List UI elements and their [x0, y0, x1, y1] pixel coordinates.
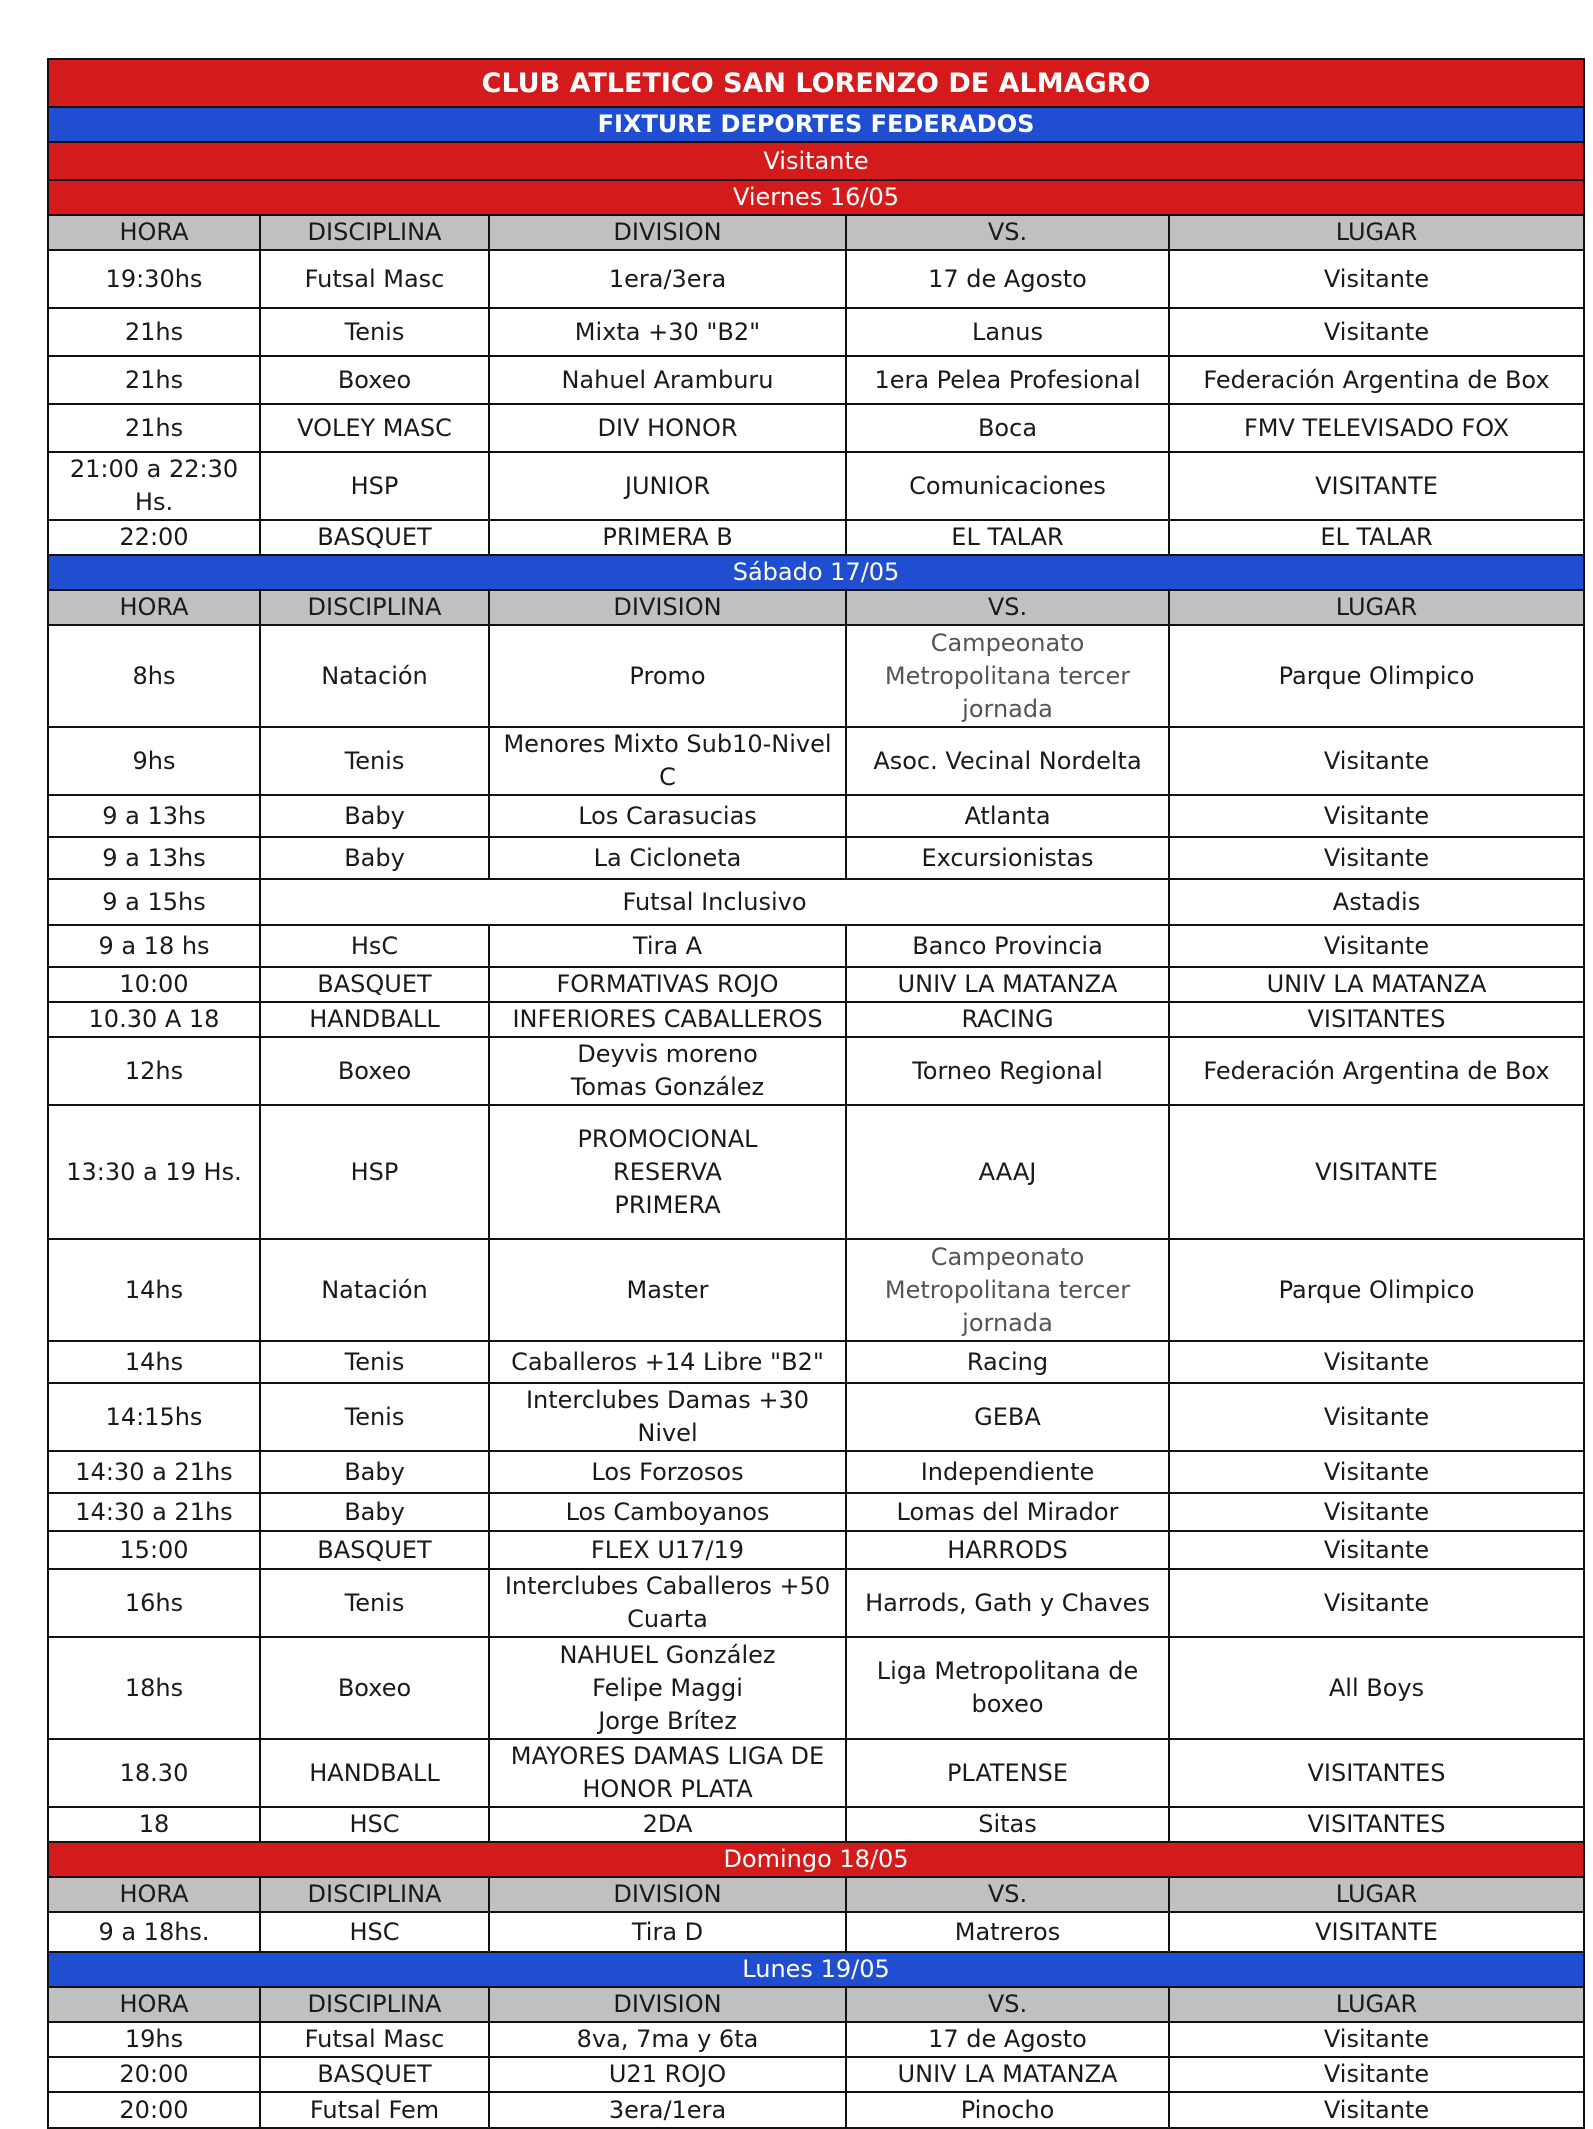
- table-row: [48, 1739, 1584, 1807]
- cell-disciplina: Baby: [260, 1493, 489, 1531]
- cell-vs: Lomas del Mirador: [846, 1493, 1169, 1531]
- cell-lugar: Visitante: [1169, 250, 1584, 308]
- table-row: [48, 520, 1584, 555]
- cell-hora: 9hs: [48, 727, 260, 795]
- cell-lugar: Visitante: [1169, 795, 1584, 837]
- cell-disciplina: BASQUET: [260, 2057, 489, 2092]
- club-title: CLUB ATLETICO SAN LORENZO DE ALMAGRO: [48, 59, 1584, 107]
- cell-vs: Sitas: [846, 1807, 1169, 1842]
- cell-hora: 21hs: [48, 356, 260, 404]
- cell-disciplina: HSP: [260, 1105, 489, 1239]
- column-header-hora: HORA: [48, 1877, 260, 1912]
- cell-division: DIV HONOR: [489, 404, 846, 452]
- cell-lugar: UNIV LA MATANZA: [1169, 967, 1584, 1002]
- column-header-vs: VS.: [846, 1987, 1169, 2022]
- day-banner-row: [48, 1842, 1584, 1877]
- cell-vs: Torneo Regional: [846, 1037, 1169, 1105]
- cell-hora: 10.30 A 18: [48, 1002, 260, 1037]
- table-row: [48, 1037, 1584, 1105]
- table-row: [48, 1912, 1584, 1952]
- cell-division: INFERIORES CABALLEROS: [489, 1002, 846, 1037]
- table-row: [48, 925, 1584, 967]
- cell-disciplina: HsC: [260, 925, 489, 967]
- cell-division: Los Forzosos: [489, 1451, 846, 1493]
- table-row: [48, 308, 1584, 356]
- table-row: [48, 2092, 1584, 2128]
- cell-vs: AAAJ: [846, 1105, 1169, 1239]
- fixture-table: [47, 58, 1585, 2129]
- column-header-disciplina: DISCIPLINA: [260, 590, 489, 625]
- cell-vs: Harrods, Gath y Chaves: [846, 1569, 1169, 1637]
- fixture-title-row: [48, 107, 1584, 142]
- cell-hora: 22:00: [48, 520, 260, 555]
- cell-lugar: Visitante: [1169, 308, 1584, 356]
- table-row: [48, 625, 1584, 727]
- cell-vs: Independiente: [846, 1451, 1169, 1493]
- cell-division: Mixta +30 "B2": [489, 308, 846, 356]
- cell-disciplina: Tenis: [260, 1383, 489, 1451]
- cell-vs: Lanus: [846, 308, 1169, 356]
- cell-lugar: Visitante: [1169, 2022, 1584, 2057]
- fixture-title: FIXTURE DEPORTES FEDERADOS: [48, 107, 1584, 142]
- cell-lugar: All Boys: [1169, 1637, 1584, 1739]
- table-row: [48, 879, 1584, 925]
- column-header-vs: VS.: [846, 1877, 1169, 1912]
- table-row: [48, 1239, 1584, 1341]
- cell-division: 1era/3era: [489, 250, 846, 308]
- day-label: Domingo 18/05: [48, 1842, 1584, 1877]
- cell-hora: 15:00: [48, 1531, 260, 1569]
- cell-hora: 19:30hs: [48, 250, 260, 308]
- column-header-hora: HORA: [48, 590, 260, 625]
- table-row: [48, 1002, 1584, 1037]
- cell-lugar: Visitante: [1169, 1383, 1584, 1451]
- column-header-division: DIVISION: [489, 590, 846, 625]
- cell-disciplina: Boxeo: [260, 356, 489, 404]
- cell-hora: 9 a 13hs: [48, 837, 260, 879]
- cell-vs: Excursionistas: [846, 837, 1169, 879]
- cell-hora: 14hs: [48, 1341, 260, 1383]
- cell-disciplina: Tenis: [260, 1341, 489, 1383]
- column-header-hora: HORA: [48, 215, 260, 250]
- cell-lugar: Visitante: [1169, 2092, 1584, 2128]
- cell-disciplina: Tenis: [260, 1569, 489, 1637]
- cell-disciplina: HANDBALL: [260, 1002, 489, 1037]
- cell-vs: HARRODS: [846, 1531, 1169, 1569]
- cell-lugar: Federación Argentina de Box: [1169, 1037, 1584, 1105]
- cell-division: PROMOCIONAL RESERVA PRIMERA: [489, 1105, 846, 1239]
- day-label: Lunes 19/05: [48, 1952, 1584, 1987]
- cell-hora: 12hs: [48, 1037, 260, 1105]
- cell-lugar: FMV TELEVISADO FOX: [1169, 404, 1584, 452]
- cell-hora: 14:30 a 21hs: [48, 1493, 260, 1531]
- cell-division: Menores Mixto Sub10-Nivel C: [489, 727, 846, 795]
- column-header-disciplina: DISCIPLINA: [260, 215, 489, 250]
- table-row: [48, 1341, 1584, 1383]
- cell-merged: Futsal Inclusivo: [260, 879, 1169, 925]
- cell-disciplina: Tenis: [260, 308, 489, 356]
- cell-hora: 21hs: [48, 404, 260, 452]
- cell-disciplina: HSC: [260, 1807, 489, 1842]
- cell-lugar: Astadis: [1169, 879, 1584, 925]
- cell-lugar: Visitante: [1169, 2057, 1584, 2092]
- cell-disciplina: Futsal Fem: [260, 2092, 489, 2128]
- cell-hora: 10:00: [48, 967, 260, 1002]
- table-row: [48, 404, 1584, 452]
- column-header-lugar: LUGAR: [1169, 590, 1584, 625]
- cell-lugar: Parque Olimpico: [1169, 1239, 1584, 1341]
- cell-hora: 19hs: [48, 2022, 260, 2057]
- cell-lugar: VISITANTES: [1169, 1739, 1584, 1807]
- cell-division: Promo: [489, 625, 846, 727]
- cell-disciplina: HSP: [260, 452, 489, 520]
- cell-disciplina: Baby: [260, 837, 489, 879]
- cell-hora: 9 a 18hs.: [48, 1912, 260, 1952]
- cell-hora: 9 a 13hs: [48, 795, 260, 837]
- cell-hora: 9 a 15hs: [48, 879, 260, 925]
- cell-vs: Campeonato Metropolitana tercer jornada: [846, 625, 1169, 727]
- cell-hora: 18.30: [48, 1739, 260, 1807]
- cell-division: PRIMERA B: [489, 520, 846, 555]
- cell-vs: Racing: [846, 1341, 1169, 1383]
- column-header-vs: VS.: [846, 590, 1169, 625]
- cell-disciplina: HSC: [260, 1912, 489, 1952]
- cell-vs: Atlanta: [846, 795, 1169, 837]
- table-row: [48, 250, 1584, 308]
- cell-vs: 1era Pelea Profesional: [846, 356, 1169, 404]
- day-label: Sábado 17/05: [48, 555, 1584, 590]
- cell-hora: 13:30 a 19 Hs.: [48, 1105, 260, 1239]
- cell-vs: 17 de Agosto: [846, 2022, 1169, 2057]
- table-row: [48, 1105, 1584, 1239]
- cell-hora: 16hs: [48, 1569, 260, 1637]
- column-header-hora: HORA: [48, 1987, 260, 2022]
- table-row: [48, 837, 1584, 879]
- table-row: [48, 1637, 1584, 1739]
- cell-division: 2DA: [489, 1807, 846, 1842]
- cell-disciplina: Boxeo: [260, 1037, 489, 1105]
- cell-hora: 21hs: [48, 308, 260, 356]
- cell-division: Tira D: [489, 1912, 846, 1952]
- cell-lugar: Parque Olimpico: [1169, 625, 1584, 727]
- cell-disciplina: Futsal Masc: [260, 2022, 489, 2057]
- table-row: [48, 727, 1584, 795]
- cell-disciplina: Baby: [260, 795, 489, 837]
- cell-division: FLEX U17/19: [489, 1531, 846, 1569]
- cell-division: Master: [489, 1239, 846, 1341]
- cell-disciplina: Baby: [260, 1451, 489, 1493]
- cell-vs: Banco Provincia: [846, 925, 1169, 967]
- club-title-row: [48, 59, 1584, 107]
- cell-vs: RACING: [846, 1002, 1169, 1037]
- cell-disciplina: BASQUET: [260, 1531, 489, 1569]
- cell-disciplina: Tenis: [260, 727, 489, 795]
- cell-vs: Liga Metropolitana de boxeo: [846, 1637, 1169, 1739]
- table-row: [48, 1493, 1584, 1531]
- cell-vs: GEBA: [846, 1383, 1169, 1451]
- cell-vs: Campeonato Metropolitana tercer jornada: [846, 1239, 1169, 1341]
- cell-division: U21 ROJO: [489, 2057, 846, 2092]
- column-header-lugar: LUGAR: [1169, 1877, 1584, 1912]
- cell-disciplina: Futsal Masc: [260, 250, 489, 308]
- cell-lugar: Visitante: [1169, 1569, 1584, 1637]
- cell-division: 3era/1era: [489, 2092, 846, 2128]
- day-banner-row: [48, 1952, 1584, 1987]
- cell-vs: UNIV LA MATANZA: [846, 967, 1169, 1002]
- cell-hora: 18: [48, 1807, 260, 1842]
- cell-vs: Pinocho: [846, 2092, 1169, 2128]
- scope-row: [48, 142, 1584, 180]
- column-header-division: DIVISION: [489, 215, 846, 250]
- fixture-document: [47, 58, 1583, 2129]
- cell-division: MAYORES DAMAS LIGA DE HONOR PLATA: [489, 1739, 846, 1807]
- column-header-disciplina: DISCIPLINA: [260, 1877, 489, 1912]
- cell-division: 8va, 7ma y 6ta: [489, 2022, 846, 2057]
- cell-division: JUNIOR: [489, 452, 846, 520]
- cell-division: Deyvis moreno Tomas González: [489, 1037, 846, 1105]
- cell-division: Nahuel Aramburu: [489, 356, 846, 404]
- cell-hora: 14:30 a 21hs: [48, 1451, 260, 1493]
- cell-division: La Cicloneta: [489, 837, 846, 879]
- cell-vs: Asoc. Vecinal Nordelta: [846, 727, 1169, 795]
- table-row: [48, 2057, 1584, 2092]
- cell-lugar: Visitante: [1169, 925, 1584, 967]
- cell-lugar: Visitante: [1169, 1341, 1584, 1383]
- column-header-row: [48, 1877, 1584, 1912]
- table-row: [48, 1383, 1584, 1451]
- column-header-vs: VS.: [846, 215, 1169, 250]
- cell-lugar: Visitante: [1169, 1451, 1584, 1493]
- cell-lugar: VISITANTES: [1169, 1807, 1584, 1842]
- cell-hora: 9 a 18 hs: [48, 925, 260, 967]
- day-banner-row: [48, 180, 1584, 215]
- cell-vs: Boca: [846, 404, 1169, 452]
- day-banner-row: [48, 555, 1584, 590]
- cell-vs: Comunicaciones: [846, 452, 1169, 520]
- column-header-division: DIVISION: [489, 1877, 846, 1912]
- cell-disciplina: HANDBALL: [260, 1739, 489, 1807]
- cell-disciplina: Boxeo: [260, 1637, 489, 1739]
- cell-hora: 21:00 a 22:30 Hs.: [48, 452, 260, 520]
- cell-vs: EL TALAR: [846, 520, 1169, 555]
- table-row: [48, 967, 1584, 1002]
- column-header-division: DIVISION: [489, 1987, 846, 2022]
- cell-vs: UNIV LA MATANZA: [846, 2057, 1169, 2092]
- cell-lugar: VISITANTE: [1169, 1912, 1584, 1952]
- cell-hora: 18hs: [48, 1637, 260, 1739]
- cell-division: FORMATIVAS ROJO: [489, 967, 846, 1002]
- column-header-lugar: LUGAR: [1169, 1987, 1584, 2022]
- cell-vs: PLATENSE: [846, 1739, 1169, 1807]
- table-row: [48, 795, 1584, 837]
- cell-lugar: Visitante: [1169, 837, 1584, 879]
- cell-lugar: VISITANTE: [1169, 1105, 1584, 1239]
- column-header-row: [48, 215, 1584, 250]
- cell-lugar: Visitante: [1169, 1531, 1584, 1569]
- day-label: Viernes 16/05: [48, 180, 1584, 215]
- cell-vs: 17 de Agosto: [846, 250, 1169, 308]
- cell-hora: 20:00: [48, 2092, 260, 2128]
- cell-hora: 20:00: [48, 2057, 260, 2092]
- cell-disciplina: VOLEY MASC: [260, 404, 489, 452]
- table-row: [48, 1807, 1584, 1842]
- cell-hora: 14hs: [48, 1239, 260, 1341]
- cell-lugar: Federación Argentina de Box: [1169, 356, 1584, 404]
- scope-label: Visitante: [48, 142, 1584, 180]
- table-row: [48, 1531, 1584, 1569]
- cell-lugar: Visitante: [1169, 1493, 1584, 1531]
- cell-disciplina: Natación: [260, 1239, 489, 1341]
- cell-vs: Matreros: [846, 1912, 1169, 1952]
- table-row: [48, 2022, 1584, 2057]
- table-row: [48, 452, 1584, 520]
- cell-division: NAHUEL González Felipe Maggi Jorge Brítez: [489, 1637, 846, 1739]
- column-header-row: [48, 1987, 1584, 2022]
- column-header-disciplina: DISCIPLINA: [260, 1987, 489, 2022]
- cell-disciplina: BASQUET: [260, 520, 489, 555]
- table-row: [48, 1451, 1584, 1493]
- cell-lugar: VISITANTE: [1169, 452, 1584, 520]
- table-row: [48, 1569, 1584, 1637]
- cell-division: Caballeros +14 Libre "B2": [489, 1341, 846, 1383]
- column-header-lugar: LUGAR: [1169, 215, 1584, 250]
- cell-disciplina: BASQUET: [260, 967, 489, 1002]
- cell-lugar: Visitante: [1169, 727, 1584, 795]
- cell-division: Los Carasucias: [489, 795, 846, 837]
- cell-disciplina: Natación: [260, 625, 489, 727]
- cell-division: Tira A: [489, 925, 846, 967]
- cell-lugar: EL TALAR: [1169, 520, 1584, 555]
- cell-division: Interclubes Caballeros +50 Cuarta: [489, 1569, 846, 1637]
- cell-division: Los Camboyanos: [489, 1493, 846, 1531]
- cell-division: Interclubes Damas +30 Nivel: [489, 1383, 846, 1451]
- cell-hora: 8hs: [48, 625, 260, 727]
- cell-lugar: VISITANTES: [1169, 1002, 1584, 1037]
- cell-hora: 14:15hs: [48, 1383, 260, 1451]
- column-header-row: [48, 590, 1584, 625]
- table-row: [48, 356, 1584, 404]
